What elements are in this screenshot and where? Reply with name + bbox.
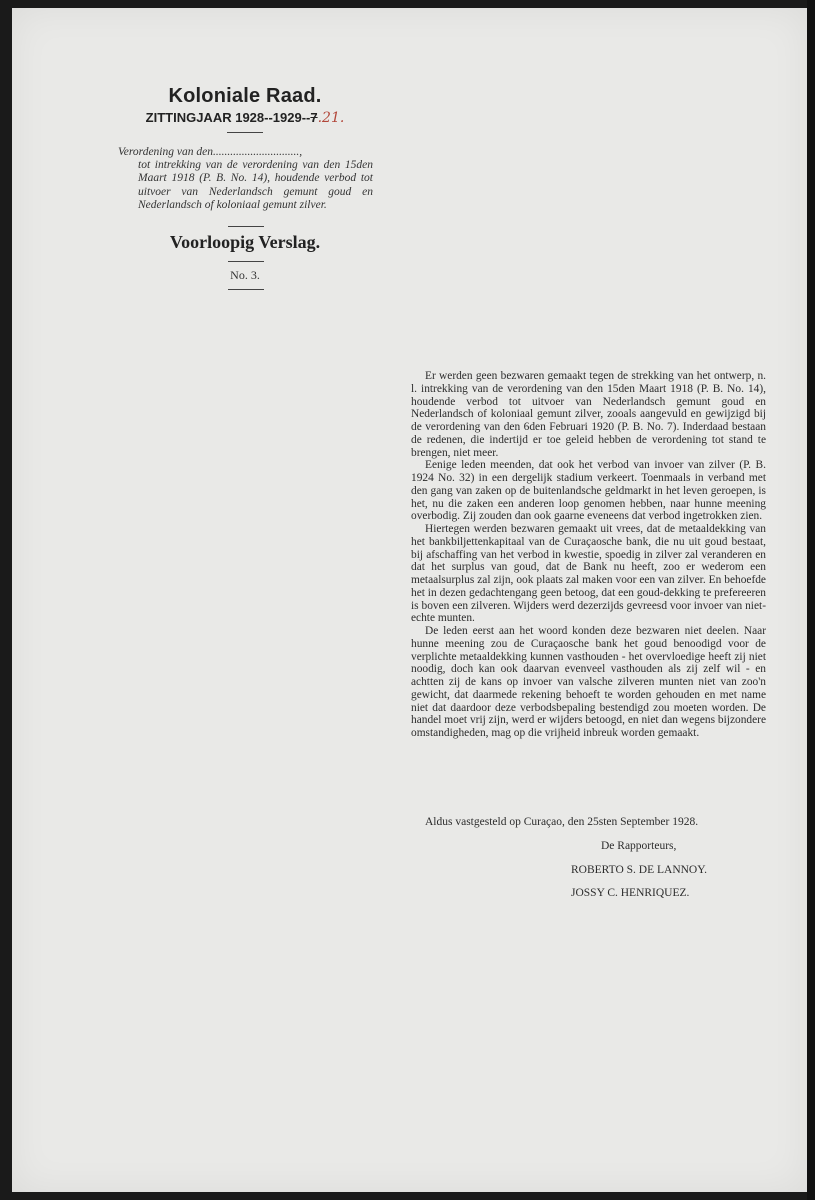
adoption-line: Aldus vastgesteld op Curaçao, den 25sten September 1928. bbox=[425, 816, 699, 828]
ordinance-subject bbox=[118, 146, 373, 212]
signatory-2: JOSSY C. HENRIQUEZ. bbox=[571, 887, 690, 899]
divider-2 bbox=[228, 261, 264, 262]
rapporteurs-label: De Rapporteurs, bbox=[601, 840, 677, 852]
document-header bbox=[110, 85, 380, 139]
signatory-1: ROBERTO S. DE LANNOY. bbox=[571, 864, 707, 876]
body-paragraph: Er werden geen bezwaren gemaakt tegen de strekking van het ontwerp, n. l. intrekking van de verordening van den 15den Maart 1918 (P. B. No. 14), houdende verbod tot uitvoer van Nederlandsch gemunt goud en Nederlandsch of koloniaal gemunt zilver, zooals aangevuld en gewijzigd bij de verordening van den 6den Februari 1920 (P. B. No. 7). Inderdaad bestaan de redenen, die indertijd er toe geleid hebben de verordening tot stand te brengen, niet meer. bbox=[411, 370, 766, 459]
session-year bbox=[110, 110, 380, 126]
divider-1 bbox=[228, 226, 264, 227]
scan-edge bbox=[807, 0, 815, 1200]
report-body bbox=[411, 370, 766, 740]
subject-description: tot intrekking van de verordening van den 15den Maart 1918 (P. B. No. 14), houdende verbod tot uitvoer van Nederlandsch gemunt goud en Nederlandsch of koloniaal gemunt zilver. bbox=[138, 159, 373, 211]
divider-3 bbox=[228, 289, 264, 290]
handwritten-number: .21. bbox=[317, 110, 345, 126]
header-divider bbox=[227, 132, 263, 133]
council-title: Koloniale Raad. bbox=[168, 85, 322, 107]
body-paragraph: Eenige leden meenden, dat ook het verbod van invoer van zilver (P. B. 1924 No. 32) in een dergelijk stadium verkeert. Toenmaals in verband met den gang van zaken op de buitenlandsche geldmarkt in het leven geroepen, is het, nu die zaken een anderen loop genomen hebben, naar hunne meening overbodig. Zij zouden dan ook gaarne eveneens dat verbod ingetrokken zien. bbox=[411, 459, 766, 523]
body-paragraph: De leden eerst aan het woord konden deze bezwaren niet deelen. Naar hunne meening zou de Curaçaosche bank het goud benoodigd voor de verplichte metaaldekking kunnen vasthouden - het overvloedige heeft zij niet noodig, doch kan ook daarvan evenveel vasthouden als zij zelf wil - en achtten zij de kans op invoer van valsche zilveren munten niet van zoo'n gewicht, dat daarmede rekening behoeft te worden gehouden en met name niet dat daardoor deze verbodsbepaling bestendigd zou moeten worden. De handel moet vrij zijn, werd er wijders betoogd, en niet dan wegens bijzondere omstandigheden, mag op die vrijheid inbreuk worden gemaakt. bbox=[411, 625, 766, 739]
report-number: No. 3. bbox=[230, 268, 260, 282]
subject-first-line: Verordening van den.............................., bbox=[118, 146, 303, 158]
session-year-text: ZITTINGJAAR 1928--1929-- bbox=[145, 110, 311, 125]
body-paragraph: Hiertegen werden bezwaren gemaakt uit vrees, dat de metaaldekking van het bankbiljettenkapitaal van de Curaçaosche bank, die nu uit goud bestaat, bij afschaffing van het verbod in kwestie, spoedig in zilver zal veranderen en dat het surplus van goud, dat de Bank nu heeft, zoo er wederom een metaalsurplus zal zijn, ook plaats zal maken voor een van zilver. En behoefde het in dezen gedachtengang geen betoog, dat een goud-dekking te prefereeren is boven een zilveren. Wijders werd dezerzijds gevreesd voor invoer van niet-echte munten. bbox=[411, 523, 766, 625]
session-crossed-number: 7 bbox=[310, 110, 318, 125]
report-title: Voorloopig Verslag. bbox=[169, 232, 321, 252]
